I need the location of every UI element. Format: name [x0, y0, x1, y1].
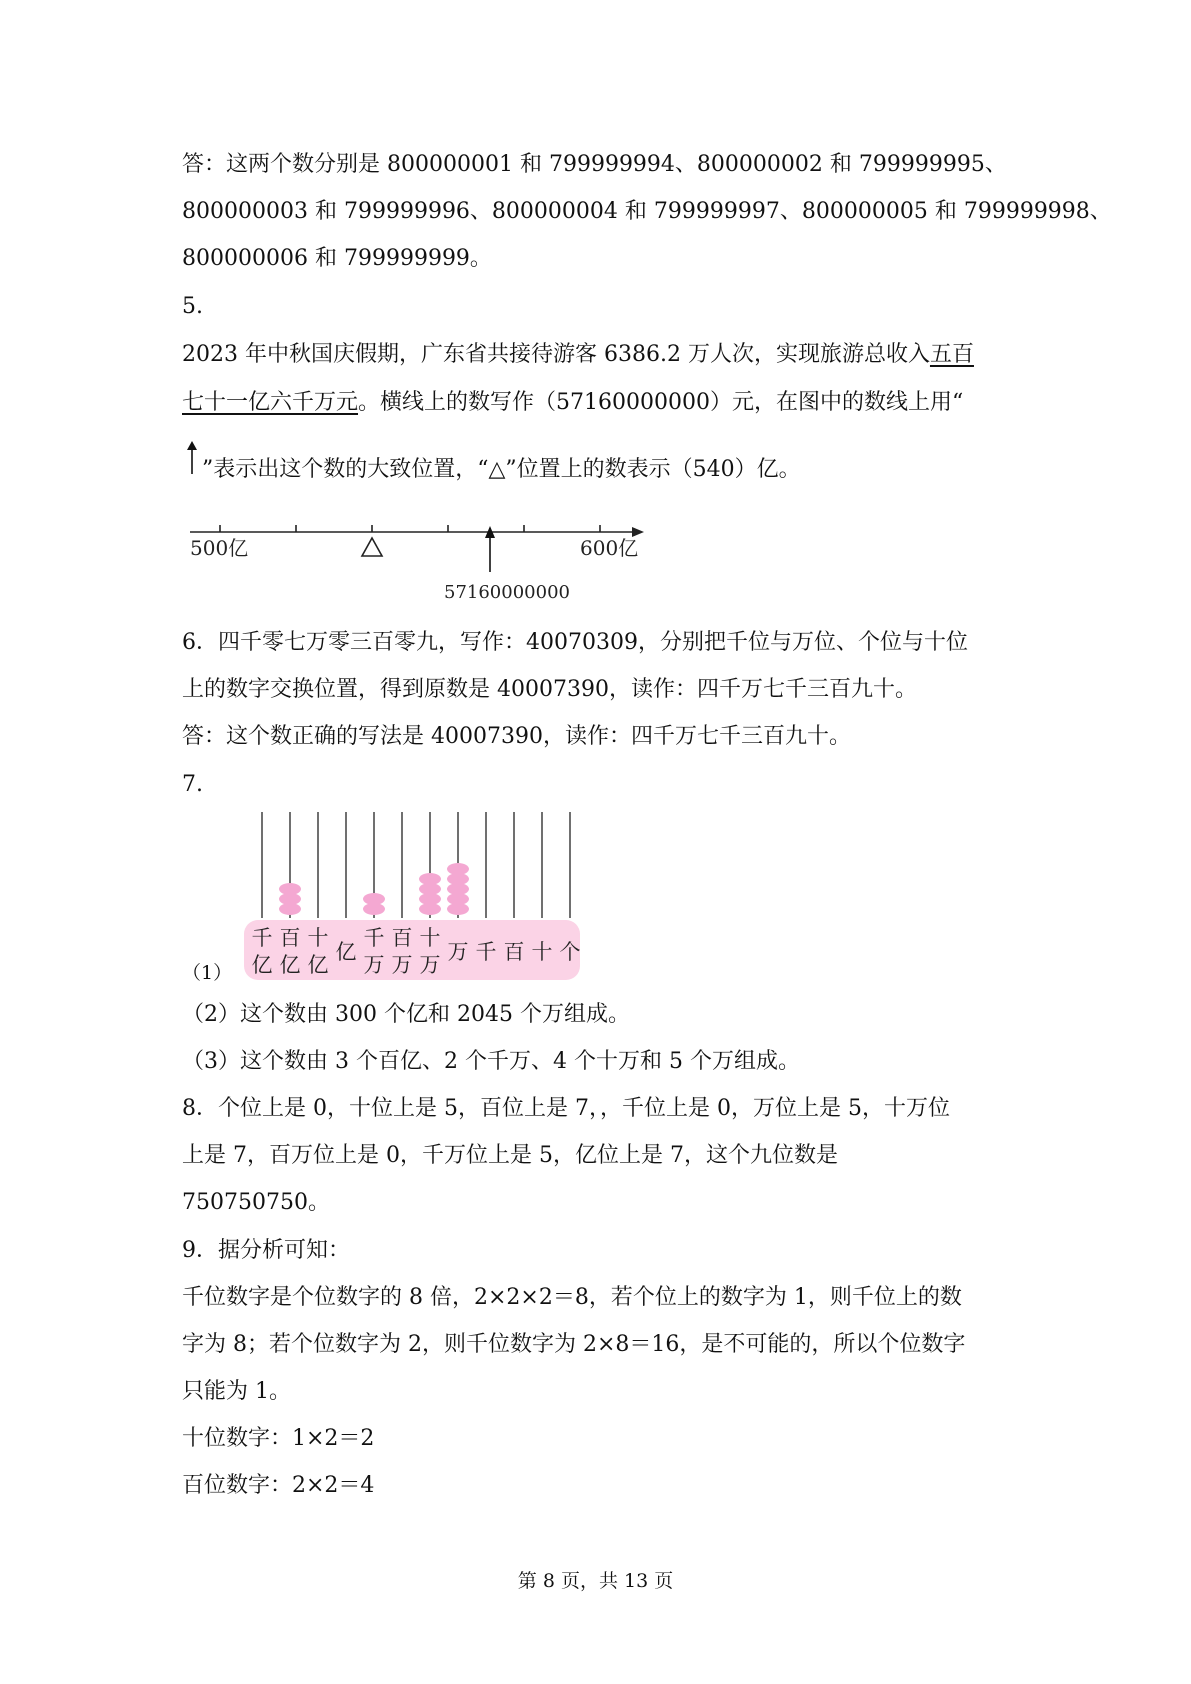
- question-7-number: 7.: [182, 772, 203, 797]
- question-9-line-5: 十位数字：1×2＝2: [182, 1426, 375, 1451]
- abacus-label-top: 百: [279, 926, 301, 950]
- question-5-underlined-2: 七十一亿六千万元: [182, 390, 359, 415]
- abacus-label-bottom: 亿: [307, 953, 329, 977]
- triangle-mark: [362, 538, 382, 556]
- abacus-label: 万: [447, 940, 469, 964]
- question-9-line-2: 千位数字是个位数字的 8 倍，2×2×2＝8，若个位上的数字为 1，则千位上的数: [182, 1285, 962, 1310]
- abacus-label-top: 十: [307, 926, 329, 950]
- abacus-label: 亿: [335, 940, 357, 964]
- question-6-line-2: 上的数字交换位置，得到原数是 40007390，读作：四千万七千三百九十。: [182, 677, 917, 702]
- abacus-rods: [262, 812, 570, 918]
- abacus-label-top: 千: [363, 926, 385, 950]
- abacus-label-top: 百: [391, 926, 413, 950]
- abacus-label: 千: [475, 940, 497, 964]
- question-5-line-1: [182, 340, 974, 370]
- answer-4-line-1: 答：这两个数分别是 800000001 和 799999994、800000002 和 799999995、: [182, 152, 1007, 177]
- question-7-part-3: （3）这个数由 3 个百亿、2 个千万、4 个十万和 5 个万组成。: [182, 1049, 800, 1074]
- abacus-label-top: 千: [251, 926, 273, 950]
- question-9-line-3: 字为 8；若个位数字为 2，则千位数字为 2×8＝16，是不可能的，所以个位数字: [182, 1332, 966, 1357]
- answer-4-line-3: 800000006 和 799999999。: [182, 246, 492, 271]
- abacus-label-bottom: 亿: [279, 953, 301, 977]
- question-9-line-6: 百位数字：2×2＝4: [182, 1473, 375, 1498]
- arrow-value-label: 57160000000: [444, 582, 570, 603]
- question-5-number: 5.: [182, 294, 203, 319]
- question-5-underlined-1: 五百: [929, 342, 974, 367]
- question-8-line-2: 上是 7，百万位上是 0，千万位上是 5，亿位上是 7，这个九位数是: [182, 1143, 838, 1168]
- abacus-label: 百: [503, 940, 525, 964]
- question-5-line-2-text: 。横线上的数写作（57160000000）元，在图中的数线上用“: [358, 390, 964, 415]
- question-8-line-1: 8．个位上是 0，十位上是 5，百位上是 7，，千位上是 0，万位上是 5，十万位: [182, 1096, 950, 1121]
- abacus-label-bottom: 亿: [251, 953, 273, 977]
- question-9-line-1: 9．据分析可知：: [182, 1238, 350, 1263]
- question-5-line-1-text: 2023 年中秋国庆假期，广东省共接待游客 6386.2 万人次，实现旅游总收入: [182, 342, 930, 367]
- question-5-line-2: [182, 388, 963, 418]
- question-7-part-2: （2）这个数由 300 个亿和 2045 个万组成。: [182, 1002, 630, 1027]
- page-footer: 第 8 页，共 13 页: [517, 1570, 674, 1592]
- question-6-line-3: 答：这个数正确的写法是 40007390，读作：四千万七千三百九十。: [182, 724, 851, 749]
- abacus-bead: [419, 873, 441, 885]
- abacus-label: 个: [559, 940, 581, 964]
- label-600: 600亿: [580, 536, 639, 560]
- abacus-label: 十: [531, 940, 553, 964]
- abacus-label-bottom: 万: [419, 953, 441, 977]
- number-line-figure: [182, 510, 662, 610]
- abacus-bead: [363, 893, 385, 905]
- abacus-bead: [279, 883, 301, 895]
- abacus-figure: [240, 810, 590, 985]
- abacus-label-bottom: 万: [363, 953, 385, 977]
- question-6-line-1: 6．四千零七万零三百零九，写作：40070309，分别把千位与万位、个位与十位: [182, 630, 968, 655]
- question-7-part-1: （1）: [182, 962, 233, 984]
- up-arrow-icon: [182, 440, 202, 476]
- answer-4-line-2: 800000003 和 799999996、800000004 和 799999997、800000005 和 799999998、: [182, 199, 1112, 224]
- abacus-bead: [447, 863, 469, 875]
- label-500: 500亿: [190, 536, 249, 560]
- abacus-label-top: 十: [419, 926, 441, 950]
- question-9-line-4: 只能为 1。: [182, 1379, 291, 1404]
- question-8-line-3: 750750750。: [182, 1190, 330, 1215]
- question-5-line-3: ”表示出这个数的大致位置，“△”位置上的数表示（540）亿。: [202, 457, 801, 482]
- abacus-label-bottom: 万: [391, 953, 413, 977]
